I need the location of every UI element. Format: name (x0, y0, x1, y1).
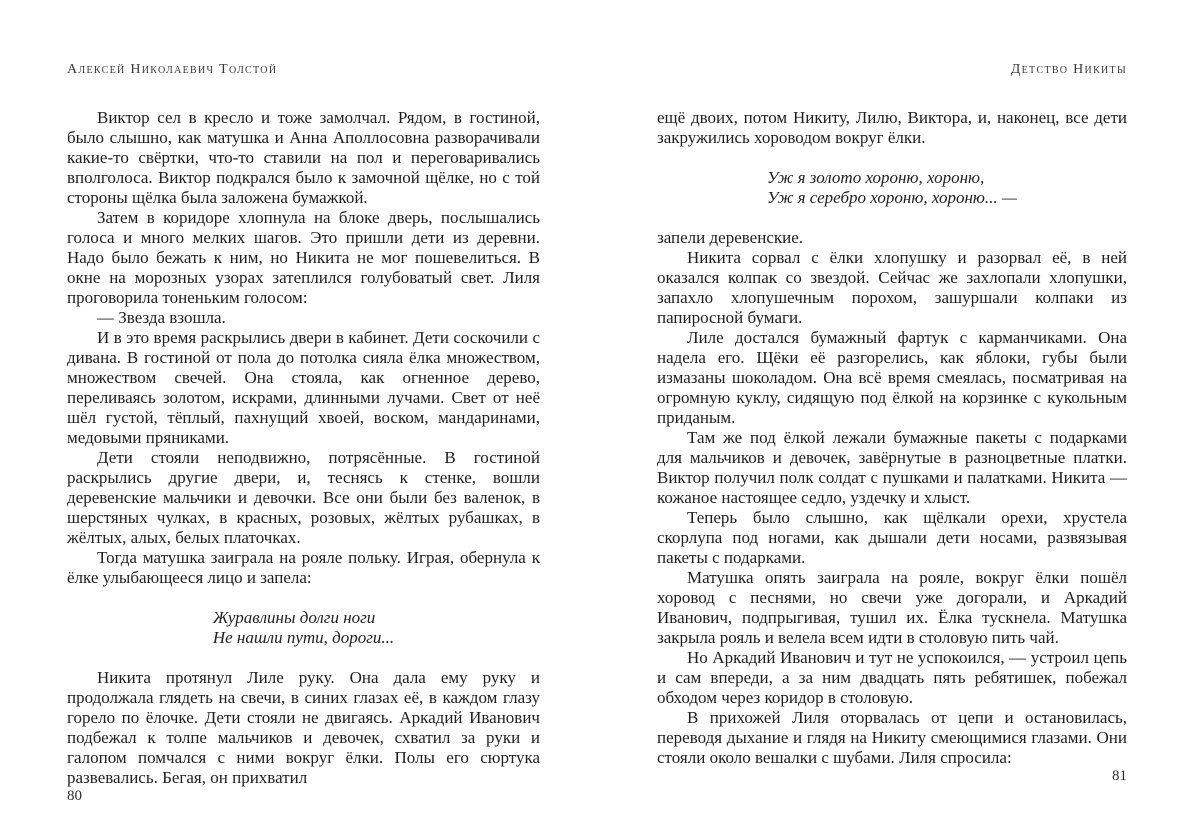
continuation-paragraph: ещё двоих, потом Никиту, Лилю, Виктора, и, наконец, все дети закружились хороводом вокруг ёлки. (657, 108, 1127, 147)
running-header-title: Детство Никиты (1010, 62, 1127, 77)
paragraph: Никита протянул Лиле руку. Она дала ему руку и продолжала глядеть на свечи, в синих глазах её, в каждом глазу горело по ёлочке. Дети стояли не двигаясь. Аркадий Иванович подбежал к толпе мальчиков и девочек, схватил за руки и галопом помчался с ними вокруг ёлки. Полы его сюртука развевались. Бегая, он прихватил (67, 668, 540, 787)
verse-line: Журавлины долги ноги (212, 608, 376, 627)
paragraph: Тогда матушка заиграла на рояле польку. Играя, обернула к ёлке улыбающееся лицо и запела: (67, 548, 540, 587)
paragraph: Там же под ёлкой лежали бумажные пакеты с подарками для мальчиков и девочек, завёрнутые в разноцветные платки. Виктор получил полк солдат с пушками и палатками. Никита — кожаное настоящее седло, уздечку и хлыст. (657, 428, 1127, 507)
verse-block (213, 608, 394, 648)
page-number: 81 (1112, 768, 1127, 784)
paragraph: Дети стояли неподвижно, потрясённые. В гостиной раскрылись другие двери, и, теснясь к стенке, вошли деревенские мальчики и девочки. Все они были без валенок, в шерстяных чулках, в красных, розовых, жёлтых рубашках, в жёлтых, алых, белых платочках. (67, 448, 540, 547)
verse-line: Уж я золото хороню, хороню, (767, 168, 985, 187)
verse-line: Уж я серебро хороню, хороню... — (767, 188, 1017, 207)
left-page (67, 62, 540, 804)
paragraph: И в это время раскрылись двери в кабинет. Дети соскочили с дивана. В гостиной от пола до потолка сияла ёлка множеством, множеством свечей. Она стояла, как огненное дерево, переливаясь золотом, искрами, длинными лучами. Свет от неё шёл густой, тёплый, пахнущий хвоей, воском, мандаринами, медовыми пряниками. (67, 328, 540, 447)
song-verse (657, 168, 1127, 208)
left-page-text (67, 108, 540, 788)
paragraph: Но Аркадий Иванович и тут не успокоился, — устроил цепь и сам впереди, а за ним двадцать пять ребятишек, побежал обходом через коридор в столовую. (657, 648, 1127, 707)
continuation-paragraph: запели деревенские. (657, 228, 804, 247)
right-page (657, 62, 1127, 784)
verse-line: Не нашли пути, дороги... (212, 628, 395, 647)
running-header-author: Алексей Николаевич Толстой (67, 62, 278, 77)
page-number: 80 (67, 788, 82, 804)
paragraph: Затем в коридоре хлопнула на блоке дверь, послышались голоса и много мелких шагов. Это пришли дети из деревни. Надо было бежать к ним, но Никита не мог пошевелиться. В окне на морозных узорах затеплился голубоватый свет. Лиля проговорила тоненьким голосом: (67, 208, 540, 307)
verse-block (767, 168, 1017, 208)
paragraph: В прихожей Лиля оторвалась от цепи и остановилась, переводя дыхание и глядя на Никиту смеющимися глазами. Они стояли около вешалки с шубами. Лиля спросила: (657, 708, 1127, 767)
dialogue-paragraph: — Звезда взошла. (97, 308, 226, 327)
paragraph: Виктор сел в кресло и тоже замолчал. Рядом, в гостиной, было слышно, как матушка и Анна Аполлосовна разворачивали какие-то свёртки, что-то ставили на пол и переговаривались вполголоса. Виктор подкрался было к замочной щёлке, но с той стороны щёлка была заложена бумажкой. (67, 108, 540, 207)
paragraph: Теперь было слышно, как щёлкали орехи, хрустела скорлупа под ногами, как дышали дети носами, развязывая пакеты с подарками. (657, 508, 1127, 567)
paragraph: Матушка опять заиграла на рояле, вокруг ёлки пошёл хоровод с песнями, но свечи уже догорали, и Аркадий Иванович, подпрыгивая, тушил их. Ёлка тускнела. Матушка закрыла рояль и велела всем идти в столовую пить чай. (657, 568, 1127, 647)
paragraph: Лиле достался бумажный фартук с карманчиками. Она надела его. Щёки её разгорелись, как яблоки, губы были измазаны шоколадом. Она всё время смеялась, посматривая на огромную куклу, сидящую под ёлкой на корзинке с кукольным приданым. (657, 328, 1127, 427)
song-verse (67, 608, 540, 648)
paragraph: Никита сорвал с ёлки хлопушку и разорвал её, в ней оказался колпак со звездой. Сейчас же захлопали хлопушки, запахло хлопушечным порохом, зашуршали колпаки из папиросной бумаги. (657, 248, 1127, 327)
right-page-text (657, 108, 1127, 768)
